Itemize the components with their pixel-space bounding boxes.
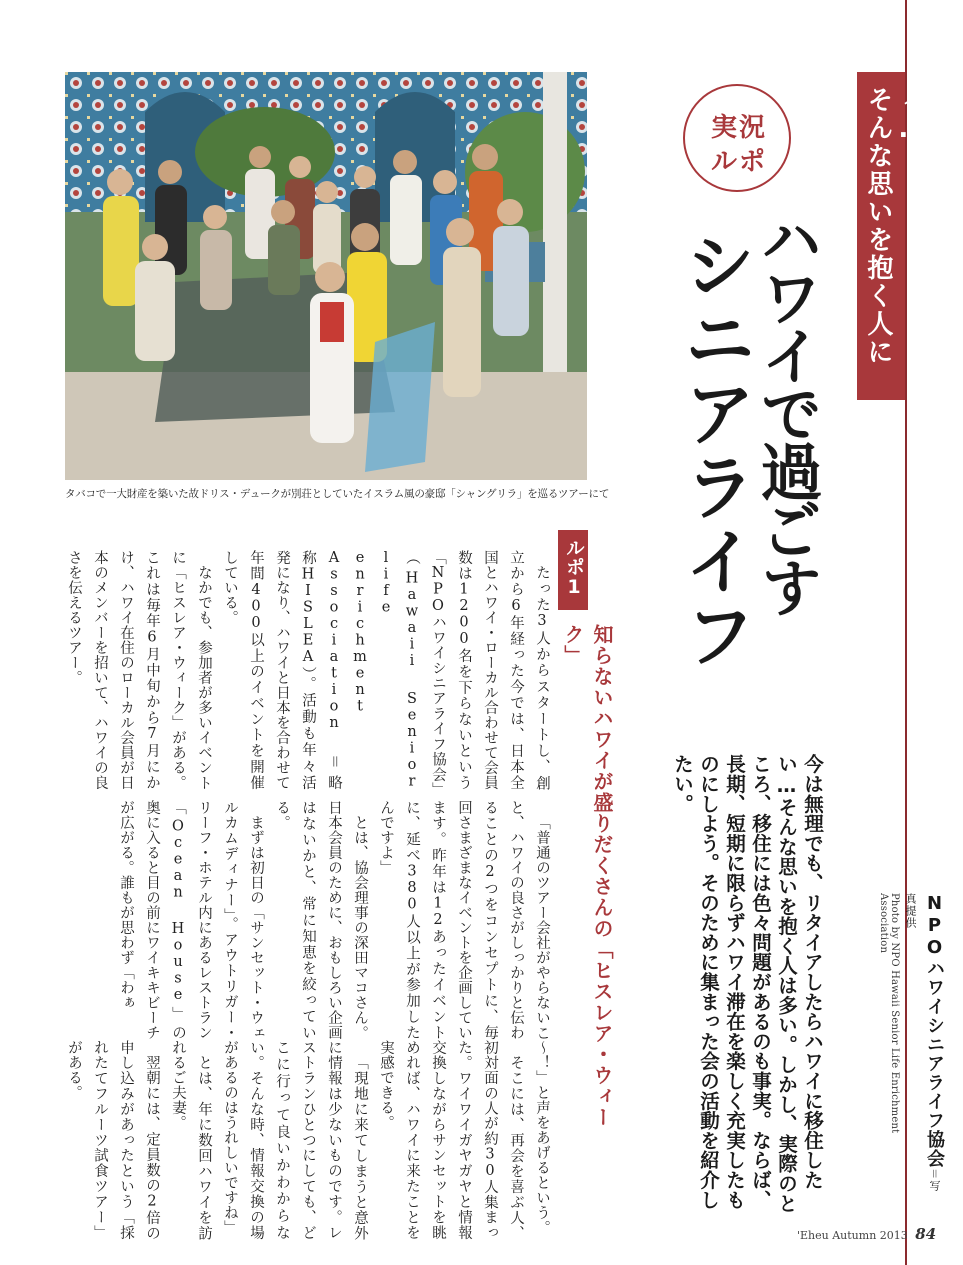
body-paragraph: なかでも、参加者が多いイベントに「ヒスレア・ウィーク」がある。これは毎年6月中旬から7月にかけ、ハワイ在住のローカル会員が日本のメンバーを招いて、ハワイの良さを伝えるツアー。	[66, 550, 212, 790]
body-paragraph: 翌朝には、定員数の2倍の申し込みがあったという「採れたてフルーツ試食ツアー」がある。	[66, 1040, 160, 1240]
page-footer	[797, 1225, 936, 1243]
body-paragraph: たった3人からスタートし、創立から6年経った今では、日本全国とハワイ・ローカル合わせて会員数は1200名を下らないという「NPOハワイシニアライフ協会」（Hawaii Senior life enrichment Association ＝略称HISLEA）。活動も年々活発になり、ハワイと日本を合わせて年間400以上のイベントを開催している。	[222, 550, 550, 790]
title-line-1: ハワイで過ごす	[750, 208, 823, 614]
body-block-3	[66, 1040, 555, 1240]
banner-line-1: リタイアしたらハワイ…	[897, 86, 961, 338]
section-label: ルポ1	[563, 538, 585, 598]
body-paragraph: 〜！」と声をあげるという。	[534, 1040, 550, 1235]
title-line-2: シニアライフ	[672, 228, 756, 672]
credit-org	[900, 893, 947, 1193]
magazine-issue: Autumn 2013	[832, 1229, 908, 1242]
magazine-name: 'Eheu	[797, 1229, 829, 1242]
badge-line-1: 実況	[710, 113, 767, 143]
body-paragraph: とは、協会理事の深田マコさん。日本会員のために、おもしろい企画はないかと、常に知恵を絞っている。	[274, 800, 368, 1040]
page-number: 84	[915, 1225, 937, 1243]
banner-text	[861, 86, 963, 396]
credit-english: Photo by NPO Hawaii Senior Life Enrichment Association	[878, 893, 900, 1134]
body-paragraph: とは、年に数回ハワイを訪れるご夫妻。	[170, 1040, 212, 1240]
body-block-1	[66, 550, 555, 790]
body-block-2	[118, 800, 555, 1040]
body-paragraph: そこには、再会を喜ぶ人、初対面の人が約30人集まった。ワイワイガヤガヤと情報交換しながらサンセットを眺めれば、ハワイに来たことを実感できる。	[378, 1040, 524, 1240]
body-paragraph: まずは初日の「サンセット・ウェルカムディナー」。アウトリガー・リーフ・ホテル内にあるレストラン「Ocean House」の奥に入ると目の前にワイキキビーチが広がる。誰もが思わず「わぁ	[118, 800, 264, 1040]
credit-org-name: NPOハワイシニアライフ協会	[924, 893, 945, 1168]
badge-line-2: ルポ	[710, 147, 767, 177]
body-paragraph: 「現地に来てしまうと意外に情報は少ないものです。レストランひとつにしても、どこに行って良いかわからない。そんな時、情報交換の場があるのはうれしいですね」	[222, 1040, 368, 1240]
group-photo	[65, 72, 587, 480]
section-title: 知らないハワイが盛りだくさんの「ヒスレア・ウィーク」	[561, 624, 614, 1128]
lead-paragraph: 今は無理でも、リタイアしたらハワイに移住したい…そんな思いを抱く人は多い。しかし、実際のところ、移住には色々問題があるのも事実。ならば、長期、短期に限らずハワイ滞在を楽しく充実したものにしよう。そのために集まった会の活動を紹介したい。	[671, 754, 824, 1213]
photo-caption: タバコで一大財産を築いた故ドリス・デュークが別荘としていたイスラム風の豪邸「シャングリラ」を巡るツアーにて	[65, 488, 610, 500]
banner-line-2: そんな思いを抱く人に	[863, 86, 893, 366]
body-paragraph: 「普通のツアー会社がやらないこと、ハワイの良さがしっかりと伝わることの2つをコンセプトに、毎回さまざまなイベントを企画しています。昨年は12あったイベントに、延べ380人以上が参加したんですよ」	[378, 800, 550, 1040]
credit-photo-note: ＝写真提供	[904, 893, 941, 1192]
